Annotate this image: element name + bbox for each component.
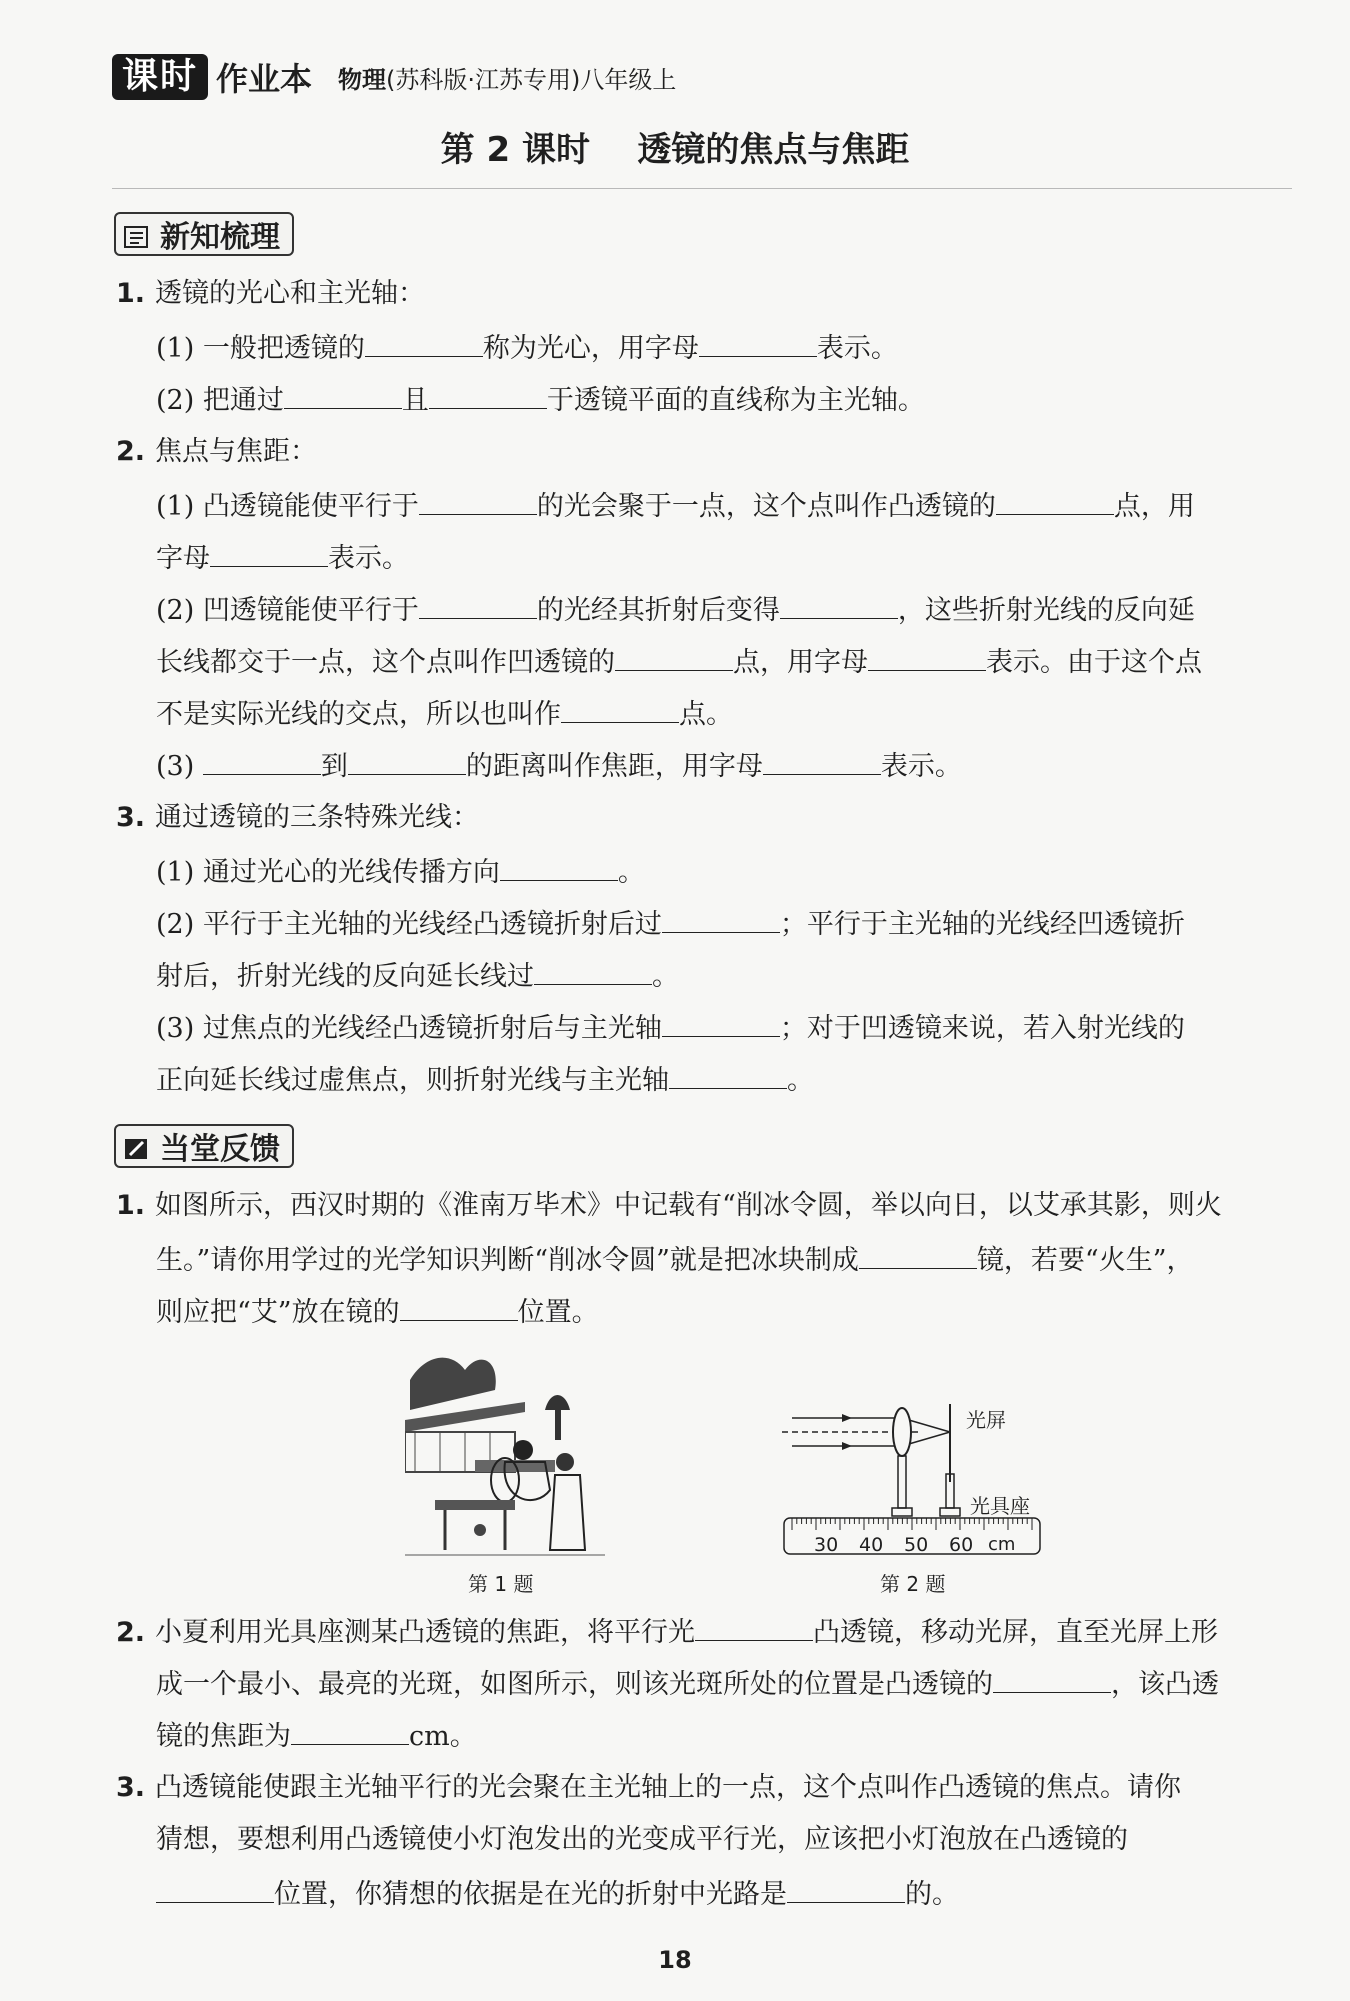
feedback-question-3-cont: 猜想，要想利用凸透镜使小灯泡发出的光变成平行光，应该把小灯泡放在凸透镜的 [156,1824,1128,1855]
question-2-part-2: (2) 凹透镜能使平行于 的光经其折射后变得 ，这些折射光线的反向延 [156,590,1195,629]
answer-blank[interactable] [662,1008,780,1037]
answer-blank[interactable] [669,1060,787,1089]
answer-blank[interactable] [699,328,817,357]
feedback-question-2-cont: 成一个最小、最亮的光斑，如图所示，则该光斑所处的位置是凸透镜的 ，该凸透 [156,1664,1219,1703]
answer-blank[interactable] [429,380,547,409]
question-3-part-3: (3) 过焦点的光线经凸透镜折射后与主光轴 ；对于凹透镜来说，若入射光线的 [156,1008,1185,1047]
section-header-new-knowledge [114,212,294,256]
ancient-scene-illustration [405,1350,605,1565]
header-brand [112,54,676,100]
question-2-part-3: (3) 到 的距离叫作焦距，用字母 表示。 [156,746,962,785]
answer-blank[interactable] [500,852,618,881]
answer-blank[interactable] [561,694,679,723]
book-subtitle [338,60,676,95]
feedback-question-1-cont: 生。”请你用学过的光学知识判断“削冰令圆”就是把冰块制成 镜，若要“火生”， [156,1240,1194,1279]
answer-blank[interactable] [210,538,328,567]
feedback-question-3-cont2: 位置，你猜想的依据是在光的折射中光路是 的。 [156,1874,959,1913]
feedback-question-1-cont2: 则应把“艾”放在镜的 位置。 [156,1292,599,1331]
answer-blank[interactable] [419,486,537,515]
bench-label: 光具座 [970,1494,1030,1518]
answer-blank[interactable] [996,486,1114,515]
answer-blank[interactable] [284,380,402,409]
feedback-question-1: 1. 如图所示，西汉时期的《淮南万毕术》中记载有“削冰令圆，举以向日，以艾承其影，则火 [116,1190,1222,1221]
question-3-part-2: (2) 平行于主光轴的光线经凸透镜折射后过 ；平行于主光轴的光线经凹透镜折 [156,904,1185,943]
section-header-class-feedback [114,1124,294,1168]
bench-unit: cm [988,1534,1016,1555]
figure-2-caption: 第 2 题 [880,1572,946,1596]
feedback-question-3: 3. 凸透镜能使跟主光轴平行的光会聚在主光轴上的一点，这个点叫作凸透镜的焦点。请你 [116,1772,1182,1803]
ruler-tick-label: 40 [859,1534,884,1556]
pencil-icon [124,1134,150,1158]
feedback-question-2-cont2: 镜的焦距为 cm。 [156,1716,477,1755]
edition-label: (苏科版·江苏专用)八年级上 [386,65,677,94]
question-2-part-1: (1) 凸透镜能使平行于 的光会聚于一点，这个点叫作凸透镜的 点，用 [156,486,1195,525]
section-label: 新知梳理 [160,220,280,255]
answer-blank[interactable] [534,956,652,985]
question-1: 1. 透镜的光心和主光轴： [116,278,426,309]
question-3-part-2-cont: 射后，折射光线的反向延长线过 。 [156,956,679,995]
subject-label: 物理 [338,65,387,94]
divider [112,188,1292,189]
page-number: 18 [658,1946,692,1974]
lesson-title: 第 2 课时 透镜的焦点与焦距 [440,130,910,170]
figures-row [0,1340,1350,1596]
question-2: 2. 焦点与焦距： [116,436,318,467]
feedback-question-2: 2. 小夏利用光具座测某凸透镜的焦距，将平行光 凸透镜，移动光屏，直至光屏上形 [116,1612,1218,1651]
brand-name: 作业本 [216,60,313,98]
answer-blank[interactable] [868,642,986,671]
section-label: 当堂反馈 [160,1132,280,1167]
answer-blank[interactable] [763,746,881,775]
answer-blank[interactable] [615,642,733,671]
answer-blank[interactable] [780,590,898,619]
answer-blank[interactable] [291,1716,409,1745]
notebook-icon [124,222,150,246]
answer-blank[interactable] [695,1612,813,1641]
question-2-part-2-cont2: 不是实际光线的交点，所以也叫作 点。 [156,694,733,733]
ruler-tick-label: 60 [949,1534,974,1556]
ruler-tick-label: 30 [814,1534,839,1556]
answer-blank[interactable] [365,328,483,357]
question-1-part-2: (2) 把通过 且 于透镜平面的直线称为主光轴。 [156,380,925,419]
answer-blank[interactable] [203,746,321,775]
ruler-tick-label: 50 [904,1534,929,1556]
question-3-part-3-cont: 正向延长线过虚焦点，则折射光线与主光轴 。 [156,1060,814,1099]
question-3: 3. 通过透镜的三条特殊光线： [116,802,480,833]
question-1-part-1: (1) 一般把透镜的 称为光心，用字母 表示。 [156,328,898,367]
answer-blank[interactable] [787,1874,905,1903]
convex-lens [893,1408,911,1456]
brand-logo: 课时 [112,54,208,100]
answer-blank[interactable] [419,590,537,619]
figure-1-caption: 第 1 题 [468,1572,534,1596]
answer-blank[interactable] [156,1874,274,1903]
question-3-part-1: (1) 通过光心的光线传播方向 。 [156,852,645,891]
answer-blank[interactable] [859,1240,977,1269]
question-2-part-2-cont: 长线都交于一点，这个点叫作凹透镜的 点，用字母 表示。由于这个点 [156,642,1202,681]
question-2-part-1-cont: 字母 表示。 [156,538,409,577]
screen-label: 光屏 [966,1408,1006,1432]
answer-blank[interactable] [662,904,780,933]
answer-blank[interactable] [400,1292,518,1321]
answer-blank[interactable] [348,746,466,775]
answer-blank[interactable] [993,1664,1111,1693]
